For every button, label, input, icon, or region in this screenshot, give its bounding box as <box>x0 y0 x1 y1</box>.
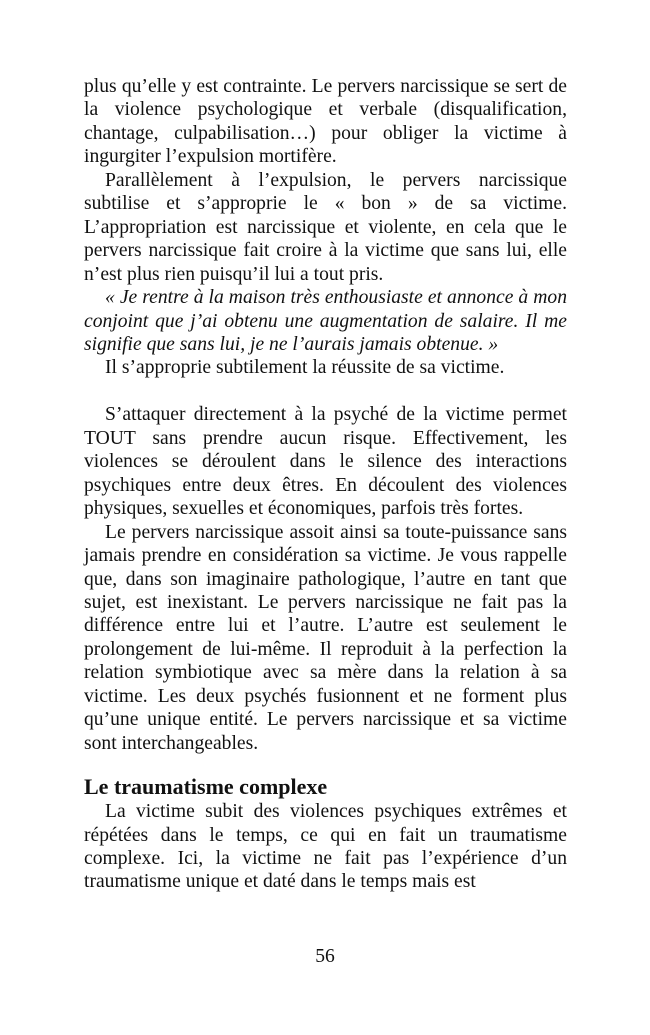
page-number: 56 <box>315 946 335 967</box>
paragraph: La victime subit des violences psychiques extrêmes et répétées dans le temps, ce qui en fait un traumatisme complexe. Ici, la victime ne fait pas l’expérience d’un traumatisme unique et daté dans le temps mais est <box>84 801 567 893</box>
paragraph: Parallèlement à l’expulsion, le pervers narcissique subtilise et s’approprie le « bon » de sa victime. L’appropriation est narcissique et violente, en cela que le pervers narcissique fait croire à la victime que sans lui, elle n’est plus rien puisqu’il lui a tout pris. <box>84 169 567 285</box>
body-text <box>84 75 567 894</box>
paragraph-gap <box>84 380 567 403</box>
paragraph: Il s’approprie subtilement la réussite de sa victime. <box>105 357 505 379</box>
paragraph: Le pervers narcissique assoit ainsi sa toute-puissance sans jamais prendre en considération sa victime. Je vous rappelle que, dans son imaginaire pathologique, l’autre en tant que sujet, est inexistant. Le pervers narcissique ne fait pas la différence entre lui et l’autre. L’autre est seulement le prolongement de lui-même. Il reproduit à la perfection la relation symbiotique avec sa mère dans la relation à sa victime. Les deux psychés fusionnent et ne forment plus qu’une unique entité. Le pervers narcissique et sa victime sont interchangeables. <box>84 521 567 754</box>
section-heading: Le traumatisme complexe <box>84 774 328 800</box>
quote-paragraph: « Je rentre à la maison très enthousiaste et annonce à mon conjoint que j’ai obtenu une augmentation de salaire. Il me signifie que sans lui, je ne l’aurais jamais obtenue. » <box>84 287 567 355</box>
paragraph: plus qu’elle y est contrainte. Le pervers narcissique se sert de la violence psychologique et verbale (disqualification, chantage, culpabilisation…) pour obliger la victime à ingurgiter l’expulsion mortifère. <box>84 76 567 168</box>
paragraph: S’attaquer directement à la psyché de la victime permet TOUT sans prendre aucun risque. Effectivement, les violences se déroulent dans le silence des interactions psychiques entre deux êtres. En découlent des violences physiques, sexuelles et économiques, parfois très fortes. <box>84 404 567 520</box>
